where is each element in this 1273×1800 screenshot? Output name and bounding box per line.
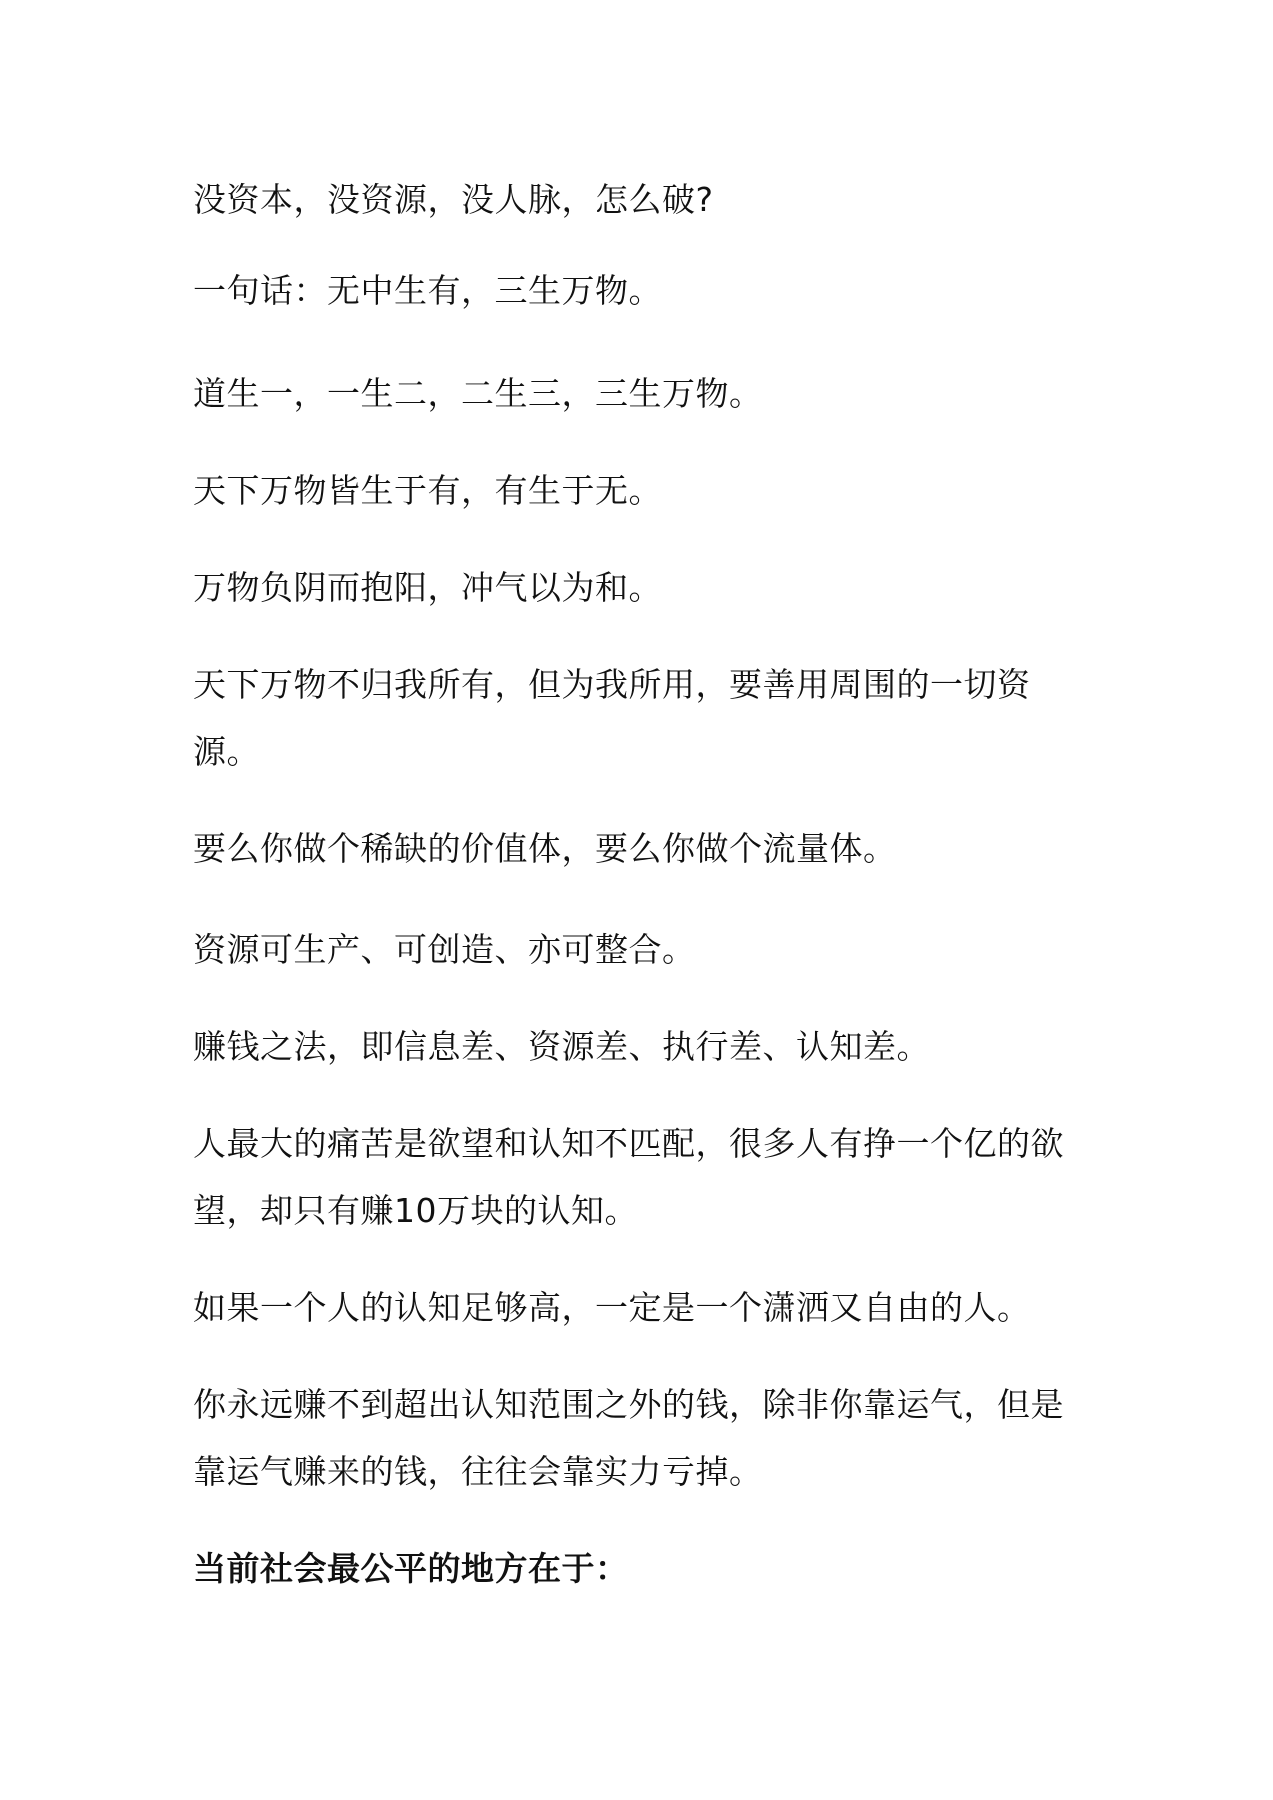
paragraph-12: 你永远赚不到超出认知范围之外的钱，除非你靠运气，但是靠运气赚来的钱，往往会靠实力亏掉。 [193,1385,1064,1491]
paragraph-3: 道生一，一生二，二生三，三生万物。 [193,374,763,413]
paragraph-7: 要么你做个稀缺的价值体，要么你做个流量体。 [193,829,897,868]
paragraph-10: 人最大的痛苦是欲望和认知不匹配，很多人有挣一个亿的欲望，却只有赚10万块的认知。 [193,1124,1064,1230]
paragraph-1: 没资本，没资源，没人脉，怎么破? [193,180,714,219]
paragraph-9: 赚钱之法，即信息差、资源差、执行差、认知差。 [193,1027,930,1066]
paragraph-8: 资源可生产、可创造、亦可整合。 [193,930,696,969]
section-heading: 当前社会最公平的地方在于： [193,1549,629,1588]
paragraph-2: 一句话：无中生有，三生万物。 [193,271,662,310]
paragraph-5: 万物负阴而抱阳，冲气以为和。 [193,568,662,607]
paragraph-11: 如果一个人的认知足够高，一定是一个潇洒又自由的人。 [193,1288,1031,1327]
paragraph-4: 天下万物皆生于有，有生于无。 [193,471,662,510]
paragraph-6: 天下万物不归我所有，但为我所用，要善用周围的一切资源。 [193,665,1031,771]
document-body [193,166,1093,1602]
